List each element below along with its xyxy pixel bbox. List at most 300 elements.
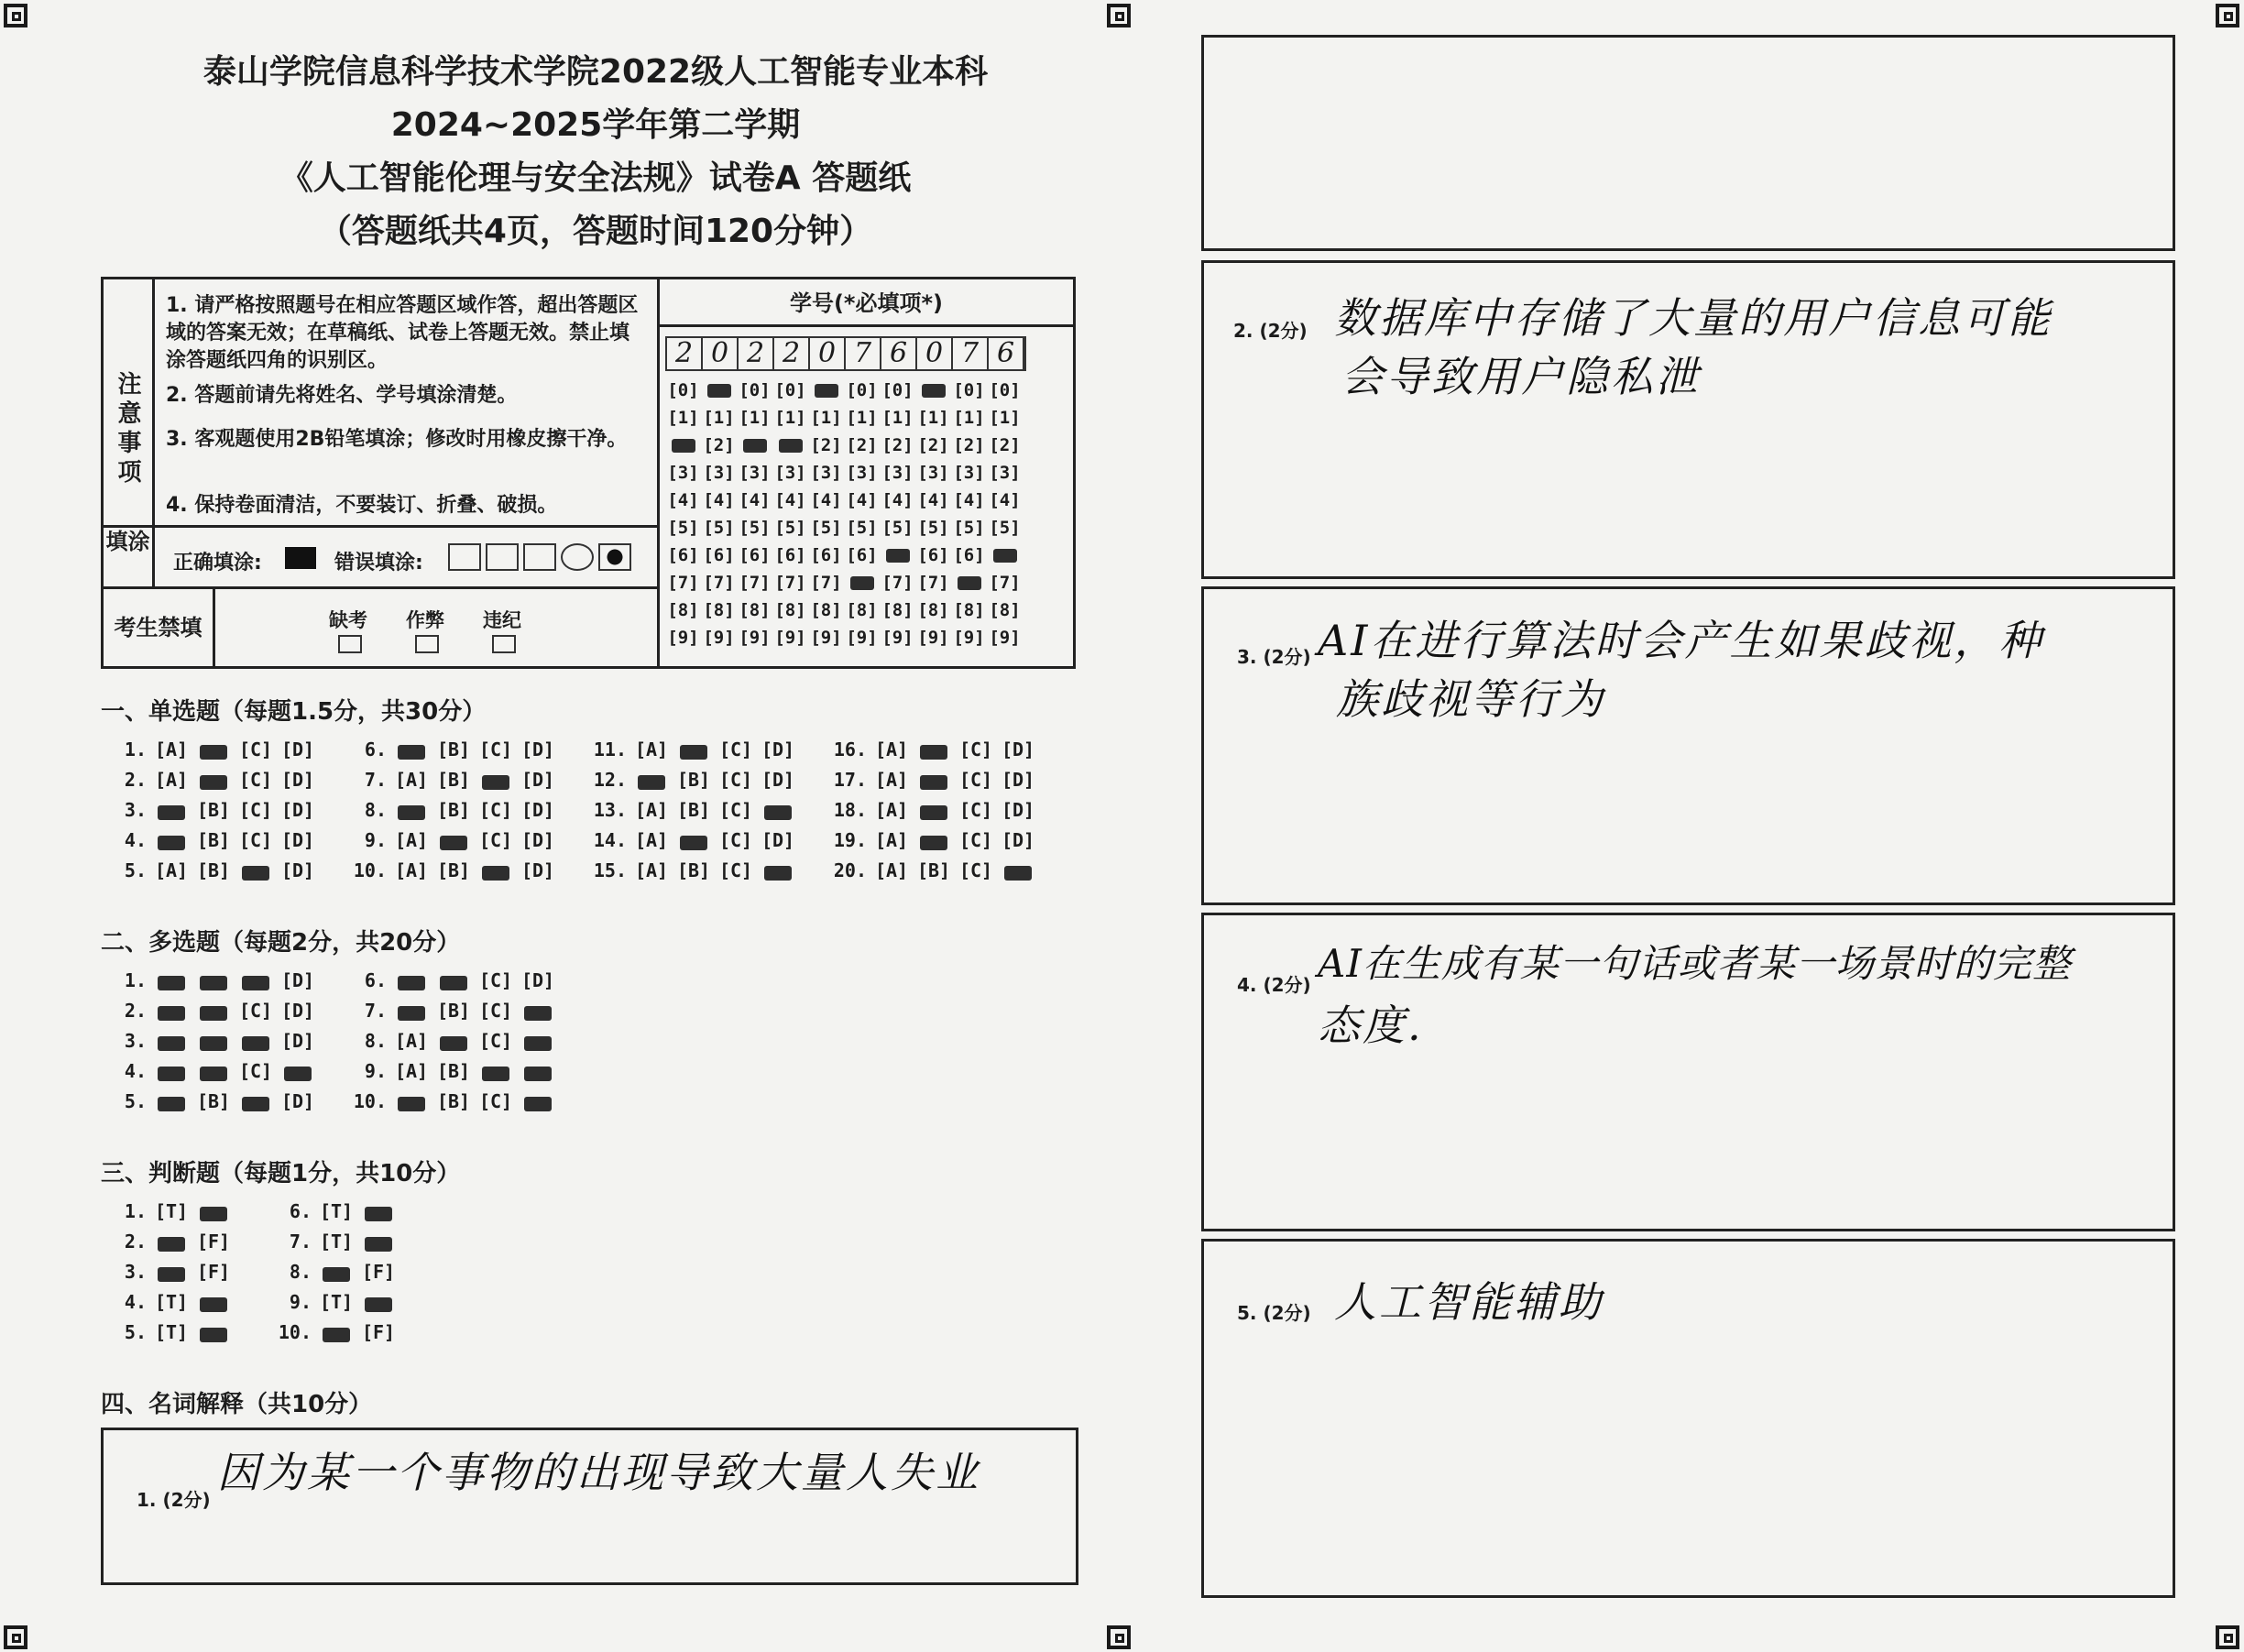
option-b[interactable]: [B] — [436, 1090, 471, 1112]
answer-row[interactable] — [825, 769, 1039, 791]
option-b-filled[interactable] — [440, 976, 467, 990]
option-a[interactable]: [A] — [394, 1030, 429, 1052]
student-id-bubble[interactable]: [2] — [846, 435, 878, 455]
student-id-bubble[interactable]: [3] — [774, 463, 806, 483]
option-f-filled[interactable] — [365, 1237, 392, 1252]
option-d[interactable]: [D] — [280, 1090, 315, 1112]
student-id-bubble-grid[interactable] — [665, 380, 1023, 655]
student-id-bubble[interactable]: [9] — [774, 628, 806, 648]
option-c[interactable]: [C] — [478, 969, 513, 991]
option-b[interactable]: [B] — [676, 859, 711, 881]
student-id-bubble[interactable]: [9] — [667, 628, 699, 648]
question-number: 2. — [124, 769, 147, 791]
student-id-bubble[interactable]: [7] — [739, 573, 771, 593]
option-c[interactable]: [C] — [238, 1060, 273, 1082]
student-id-bubble[interactable]: [4] — [953, 490, 985, 510]
option-b[interactable]: [B] — [916, 859, 951, 881]
answer-row[interactable] — [345, 769, 559, 791]
option-c-filled[interactable] — [242, 1097, 269, 1111]
answer-row[interactable] — [104, 1030, 319, 1052]
student-id-bubble[interactable]: [2] — [989, 435, 1021, 455]
option-c[interactable]: [C] — [478, 1000, 513, 1022]
option-b[interactable]: [B] — [196, 829, 231, 851]
student-id-bubble[interactable]: [3] — [703, 463, 735, 483]
option-d-filled[interactable] — [1004, 866, 1032, 881]
student-id-bubble-filled[interactable] — [987, 545, 1023, 565]
answer-row[interactable] — [104, 829, 319, 851]
option-a[interactable]: [A] — [634, 829, 669, 851]
student-id-bubble[interactable]: [8] — [846, 600, 878, 620]
answer-row[interactable] — [269, 1291, 400, 1313]
option-d[interactable]: [D] — [520, 738, 555, 760]
student-id-bubble-filled[interactable] — [772, 435, 808, 455]
option-a-filled[interactable] — [158, 1036, 185, 1051]
student-id-bubble[interactable]: [7] — [703, 573, 735, 593]
option-c[interactable]: [C] — [718, 829, 753, 851]
option-d[interactable]: [D] — [520, 969, 555, 991]
option-c[interactable]: [C] — [718, 799, 753, 821]
answer-row[interactable] — [104, 1060, 319, 1082]
student-id-bubble[interactable]: [9] — [881, 628, 914, 648]
student-id-bubble[interactable]: [4] — [667, 490, 699, 510]
student-id-bubble[interactable]: [2] — [810, 435, 842, 455]
student-id-bubble[interactable]: [3] — [667, 463, 699, 483]
option-t[interactable]: [T] — [154, 1321, 189, 1343]
answer-row[interactable] — [345, 859, 559, 881]
option-a[interactable]: [A] — [394, 859, 429, 881]
option-a[interactable]: [A] — [874, 829, 909, 851]
student-id-bubble[interactable]: [4] — [810, 490, 842, 510]
option-b-filled[interactable] — [200, 745, 227, 760]
option-a-filled[interactable] — [158, 1006, 185, 1021]
student-id-bubble[interactable]: [7] — [810, 573, 842, 593]
option-d-filled[interactable] — [284, 1067, 312, 1081]
student-id-bubble[interactable]: [6] — [953, 545, 985, 565]
answer-row[interactable] — [345, 1060, 559, 1082]
option-d-filled[interactable] — [764, 866, 792, 881]
option-b[interactable]: [B] — [196, 859, 231, 881]
answer-row[interactable] — [269, 1231, 400, 1253]
answer-row[interactable] — [345, 829, 559, 851]
answer-box-q5[interactable] — [1201, 1239, 2175, 1598]
student-id-bubble[interactable]: [1] — [989, 408, 1021, 428]
option-t[interactable]: [T] — [319, 1231, 354, 1253]
option-f-filled[interactable] — [365, 1297, 392, 1312]
option-a[interactable]: [A] — [634, 738, 669, 760]
student-id-bubble[interactable]: [3] — [953, 463, 985, 483]
option-b-filled[interactable] — [200, 1067, 227, 1081]
option-a[interactable]: [A] — [394, 769, 429, 791]
option-t-filled[interactable] — [158, 1267, 185, 1282]
q4-score-label: 4. (2分) — [1237, 974, 1311, 996]
student-id-bubble[interactable]: [8] — [703, 600, 735, 620]
option-d[interactable]: [D] — [280, 769, 315, 791]
student-id-bubble[interactable]: [7] — [881, 573, 914, 593]
student-id-bubble[interactable]: [1] — [881, 408, 914, 428]
option-d[interactable]: [D] — [761, 829, 795, 851]
option-c[interactable]: [C] — [958, 769, 993, 791]
student-id-bubble[interactable]: [0] — [774, 380, 806, 400]
option-c-filled[interactable] — [482, 1067, 509, 1081]
option-b[interactable]: [B] — [436, 1060, 471, 1082]
answer-row[interactable] — [104, 1090, 319, 1112]
option-c[interactable]: [C] — [238, 1000, 273, 1022]
option-b-filled[interactable] — [920, 805, 947, 820]
student-id-bubble[interactable]: [4] — [989, 490, 1021, 510]
student-id-bubble[interactable]: [0] — [667, 380, 699, 400]
answer-row[interactable] — [104, 1200, 235, 1222]
option-b-filled[interactable] — [440, 1036, 467, 1051]
student-id-bubble[interactable]: [1] — [846, 408, 878, 428]
student-id-bubble[interactable]: [6] — [703, 545, 735, 565]
absent-checkbox[interactable] — [338, 635, 362, 653]
answer-row[interactable] — [585, 859, 799, 881]
student-id-bubble[interactable]: [4] — [881, 490, 914, 510]
option-b[interactable]: [B] — [436, 859, 471, 881]
option-a-filled[interactable] — [158, 1097, 185, 1111]
student-id-bubble[interactable]: [1] — [810, 408, 842, 428]
option-a-filled[interactable] — [398, 1097, 425, 1111]
section1-title: 一、单选题（每题1.5分，共30分） — [101, 698, 487, 726]
registration-mark-bottom-left — [4, 1625, 27, 1649]
student-id-bubble-filled[interactable] — [880, 545, 915, 565]
option-c[interactable]: [C] — [958, 829, 993, 851]
student-id-bubble-filled[interactable] — [737, 435, 772, 455]
option-a[interactable]: [A] — [874, 799, 909, 821]
answer-row[interactable] — [345, 738, 559, 760]
option-d-filled[interactable] — [524, 1067, 552, 1081]
student-id-bubble[interactable]: [1] — [739, 408, 771, 428]
option-c[interactable]: [C] — [478, 1090, 513, 1112]
student-id-bubble[interactable]: [8] — [989, 600, 1021, 620]
student-id-bubble[interactable]: [6] — [667, 545, 699, 565]
answer-box-q3[interactable] — [1201, 586, 2175, 905]
option-b-filled[interactable] — [200, 976, 227, 990]
student-id-bubble[interactable]: [9] — [953, 628, 985, 648]
option-c-filled[interactable] — [242, 976, 269, 990]
option-t[interactable]: [T] — [319, 1291, 354, 1313]
option-b-filled[interactable] — [920, 775, 947, 790]
cheat-checkbox[interactable] — [415, 635, 439, 653]
student-id-bubble[interactable]: [1] — [774, 408, 806, 428]
option-d[interactable]: [D] — [280, 799, 315, 821]
student-id-bubble[interactable]: [8] — [881, 600, 914, 620]
student-id-bubble[interactable]: [9] — [739, 628, 771, 648]
option-c-filled[interactable] — [242, 1036, 269, 1051]
option-c[interactable]: [C] — [478, 829, 513, 851]
student-id-bubble[interactable]: [5] — [846, 518, 878, 538]
question-number: 15. — [593, 859, 627, 881]
option-d[interactable]: [D] — [1001, 799, 1035, 821]
answer-row[interactable] — [104, 799, 319, 821]
student-id-bubble-filled[interactable] — [915, 380, 951, 400]
student-id-bubble[interactable]: [7] — [989, 573, 1021, 593]
answer-row[interactable] — [825, 859, 1039, 881]
option-f-filled[interactable] — [200, 1297, 227, 1312]
answer-box-q1[interactable] — [101, 1428, 1078, 1585]
option-c[interactable]: [C] — [238, 829, 273, 851]
answer-row[interactable] — [345, 1030, 559, 1052]
option-b[interactable]: [B] — [196, 799, 231, 821]
student-id-bubble-filled[interactable] — [844, 573, 880, 593]
option-f-filled[interactable] — [365, 1207, 392, 1221]
option-a-filled[interactable] — [158, 805, 185, 820]
option-c[interactable]: [C] — [958, 799, 993, 821]
answer-row[interactable] — [104, 1000, 319, 1022]
student-id-bubble[interactable]: [5] — [953, 518, 985, 538]
option-a-filled[interactable] — [398, 976, 425, 990]
answer-row[interactable] — [345, 969, 559, 991]
option-a[interactable]: [A] — [154, 769, 189, 791]
option-b[interactable]: [B] — [676, 769, 711, 791]
student-id-bubble[interactable]: [0] — [881, 380, 914, 400]
option-c[interactable]: [C] — [478, 1030, 513, 1052]
option-a-filled[interactable] — [398, 805, 425, 820]
option-d[interactable]: [D] — [1001, 829, 1035, 851]
option-d[interactable]: [D] — [761, 769, 795, 791]
option-b[interactable]: [B] — [436, 799, 471, 821]
option-a[interactable]: [A] — [634, 799, 669, 821]
option-b[interactable]: [B] — [436, 769, 471, 791]
student-id-bubble[interactable]: [0] — [953, 380, 985, 400]
student-id-bubble[interactable]: [0] — [989, 380, 1021, 400]
option-a[interactable]: [A] — [874, 769, 909, 791]
student-id-bubble[interactable]: [1] — [917, 408, 949, 428]
option-b-filled[interactable] — [680, 745, 707, 760]
option-a-filled[interactable] — [398, 1006, 425, 1021]
student-id-digit: 2 — [739, 338, 774, 369]
student-id-bubble[interactable]: [1] — [703, 408, 735, 428]
option-d[interactable]: [D] — [280, 738, 315, 760]
option-a-filled[interactable] — [398, 745, 425, 760]
option-c-filled[interactable] — [482, 775, 509, 790]
student-id-bubble[interactable]: [3] — [989, 463, 1021, 483]
answer-row[interactable] — [585, 799, 799, 821]
student-id-bubble[interactable]: [1] — [667, 408, 699, 428]
option-a[interactable]: [A] — [394, 1060, 429, 1082]
answer-row[interactable] — [269, 1321, 400, 1343]
student-id-bubble[interactable]: [9] — [989, 628, 1021, 648]
answer-row[interactable] — [104, 859, 319, 881]
student-id-bubble[interactable]: [3] — [739, 463, 771, 483]
answer-row[interactable] — [104, 1261, 235, 1283]
answer-row[interactable] — [345, 1000, 559, 1022]
option-d-filled[interactable] — [764, 805, 792, 820]
student-id-bubble[interactable]: [3] — [917, 463, 949, 483]
option-d-filled[interactable] — [524, 1097, 552, 1111]
answer-row[interactable] — [269, 1261, 400, 1283]
option-d[interactable]: [D] — [520, 829, 555, 851]
student-id-bubble[interactable]: [9] — [846, 628, 878, 648]
student-id-bubble[interactable]: [8] — [667, 600, 699, 620]
answer-box-top-continued[interactable] — [1201, 35, 2175, 251]
option-t[interactable]: [T] — [154, 1291, 189, 1313]
option-d[interactable]: [D] — [280, 1030, 315, 1052]
option-d[interactable]: [D] — [1001, 769, 1035, 791]
student-id-bubble[interactable]: [4] — [703, 490, 735, 510]
option-d[interactable]: [D] — [761, 738, 795, 760]
question-number: 3. — [124, 1261, 147, 1283]
option-a[interactable]: [A] — [634, 859, 669, 881]
student-id-bubble[interactable]: [2] — [703, 435, 735, 455]
option-f-filled[interactable] — [200, 1207, 227, 1221]
answer-row[interactable] — [104, 969, 319, 991]
option-b-filled[interactable] — [440, 836, 467, 850]
option-f[interactable]: [F] — [361, 1321, 396, 1343]
correct-fill-sample — [285, 547, 316, 569]
student-id-bubble[interactable]: [0] — [739, 380, 771, 400]
answer-row[interactable] — [104, 1291, 235, 1313]
option-a[interactable]: [A] — [154, 859, 189, 881]
option-a-filled[interactable] — [158, 836, 185, 850]
option-d[interactable]: [D] — [280, 1000, 315, 1022]
student-id-bubble-filled[interactable] — [808, 380, 844, 400]
student-id-bubble[interactable]: [6] — [774, 545, 806, 565]
option-d[interactable]: [D] — [520, 859, 555, 881]
answer-box-q4[interactable] — [1201, 913, 2175, 1231]
option-b-filled[interactable] — [680, 836, 707, 850]
option-b-filled[interactable] — [200, 775, 227, 790]
option-d-filled[interactable] — [524, 1036, 552, 1051]
option-d-filled[interactable] — [524, 1006, 552, 1021]
student-id-bubble[interactable]: [0] — [846, 380, 878, 400]
option-d[interactable]: [D] — [280, 829, 315, 851]
student-id-bubble[interactable]: [3] — [881, 463, 914, 483]
option-f[interactable]: [F] — [196, 1231, 231, 1253]
option-b[interactable]: [B] — [196, 1090, 231, 1112]
student-id-bubble-filled[interactable] — [951, 573, 987, 593]
option-c[interactable]: [C] — [238, 769, 273, 791]
student-id-bubble[interactable]: [6] — [739, 545, 771, 565]
option-a[interactable]: [A] — [154, 738, 189, 760]
option-f-filled[interactable] — [200, 1328, 227, 1342]
student-id-bubble-filled[interactable] — [665, 435, 701, 455]
option-c[interactable]: [C] — [718, 769, 753, 791]
student-id-bubble[interactable]: [5] — [667, 518, 699, 538]
option-t[interactable]: [T] — [319, 1200, 354, 1222]
option-a-filled[interactable] — [158, 976, 185, 990]
answer-row[interactable] — [104, 1231, 235, 1253]
option-c[interactable]: [C] — [478, 738, 513, 760]
student-id-bubble-filled[interactable] — [701, 380, 737, 400]
option-t[interactable]: [T] — [154, 1200, 189, 1222]
option-a[interactable]: [A] — [394, 829, 429, 851]
answer-row[interactable] — [345, 799, 559, 821]
option-c[interactable]: [C] — [238, 799, 273, 821]
answer-row[interactable] — [104, 1321, 235, 1343]
student-id-bubble[interactable]: [8] — [953, 600, 985, 620]
student-id-digit: 6 — [881, 338, 917, 369]
q1-handwritten-answer: 因为某一个事物的出现导致大量人失业 — [217, 1448, 980, 1497]
student-id-bubble[interactable]: [8] — [774, 600, 806, 620]
option-d[interactable]: [D] — [520, 799, 555, 821]
option-b[interactable]: [B] — [436, 1000, 471, 1022]
answer-row[interactable] — [825, 738, 1039, 760]
option-d[interactable]: [D] — [280, 859, 315, 881]
student-id-bubble[interactable]: [7] — [774, 573, 806, 593]
answer-row[interactable] — [585, 738, 799, 760]
student-id-bubble[interactable]: [6] — [917, 545, 949, 565]
option-c-filled[interactable] — [242, 866, 269, 881]
student-id-bubble[interactable]: [5] — [703, 518, 735, 538]
student-id-bubble[interactable]: [7] — [917, 573, 949, 593]
option-b-filled[interactable] — [200, 1036, 227, 1051]
answer-box-q2[interactable] — [1201, 260, 2175, 579]
student-id-bubble[interactable]: [9] — [810, 628, 842, 648]
student-id-bubble[interactable]: [4] — [846, 490, 878, 510]
student-id-bubble[interactable]: [2] — [953, 435, 985, 455]
answer-row[interactable] — [585, 769, 799, 791]
student-id-bubble[interactable]: [8] — [810, 600, 842, 620]
option-a[interactable]: [A] — [874, 738, 909, 760]
option-c[interactable]: [C] — [478, 799, 513, 821]
student-id-bubble[interactable]: [4] — [917, 490, 949, 510]
option-c[interactable]: [C] — [958, 859, 993, 881]
student-id-bubble[interactable]: [5] — [989, 518, 1021, 538]
answer-row[interactable] — [104, 769, 319, 791]
answer-row[interactable] — [825, 829, 1039, 851]
student-id-bubble[interactable]: [5] — [917, 518, 949, 538]
option-b[interactable]: [B] — [436, 738, 471, 760]
option-b-filled[interactable] — [920, 836, 947, 850]
student-id-bubble[interactable]: [8] — [739, 600, 771, 620]
answer-row[interactable] — [345, 1090, 559, 1112]
option-c[interactable]: [C] — [238, 738, 273, 760]
student-id-bubble[interactable]: [5] — [810, 518, 842, 538]
answer-row[interactable] — [269, 1200, 400, 1222]
student-id-bubble[interactable]: [6] — [810, 545, 842, 565]
option-b-filled[interactable] — [920, 745, 947, 760]
option-b[interactable]: [B] — [676, 799, 711, 821]
student-id-bubble[interactable]: [3] — [810, 463, 842, 483]
option-d[interactable]: [D] — [520, 769, 555, 791]
option-a[interactable]: [A] — [874, 859, 909, 881]
option-c-filled[interactable] — [482, 866, 509, 881]
option-t-filled[interactable] — [158, 1237, 185, 1252]
student-id-bubble[interactable]: [6] — [846, 545, 878, 565]
option-c[interactable]: [C] — [718, 738, 753, 760]
option-t-filled[interactable] — [323, 1267, 350, 1282]
student-id-bubble[interactable]: [8] — [917, 600, 949, 620]
student-id-bubble[interactable]: [5] — [774, 518, 806, 538]
student-id-bubble[interactable]: [2] — [881, 435, 914, 455]
student-id-bubble[interactable]: [9] — [703, 628, 735, 648]
student-id-bubble[interactable]: [7] — [667, 573, 699, 593]
student-id-bubble[interactable]: [5] — [739, 518, 771, 538]
option-b-filled[interactable] — [200, 1006, 227, 1021]
answer-row[interactable] — [104, 738, 319, 760]
student-id-bubble[interactable]: [4] — [739, 490, 771, 510]
option-f[interactable]: [F] — [361, 1261, 396, 1283]
option-f[interactable]: [F] — [196, 1261, 231, 1283]
option-c[interactable]: [C] — [718, 859, 753, 881]
answer-row[interactable] — [825, 799, 1039, 821]
option-d[interactable]: [D] — [280, 969, 315, 991]
option-a-filled[interactable] — [638, 775, 665, 790]
option-t-filled[interactable] — [323, 1328, 350, 1342]
answer-row[interactable] — [585, 829, 799, 851]
student-id-bubble[interactable]: [4] — [774, 490, 806, 510]
option-a-filled[interactable] — [158, 1067, 185, 1081]
student-id-bubble[interactable]: [1] — [953, 408, 985, 428]
student-id-bubble[interactable]: [5] — [881, 518, 914, 538]
option-d[interactable]: [D] — [1001, 738, 1035, 760]
student-id-bubble[interactable]: [3] — [846, 463, 878, 483]
student-id-bubble[interactable]: [9] — [917, 628, 949, 648]
student-id-bubble[interactable]: [2] — [917, 435, 949, 455]
option-c[interactable]: [C] — [958, 738, 993, 760]
violation-checkbox[interactable] — [492, 635, 516, 653]
